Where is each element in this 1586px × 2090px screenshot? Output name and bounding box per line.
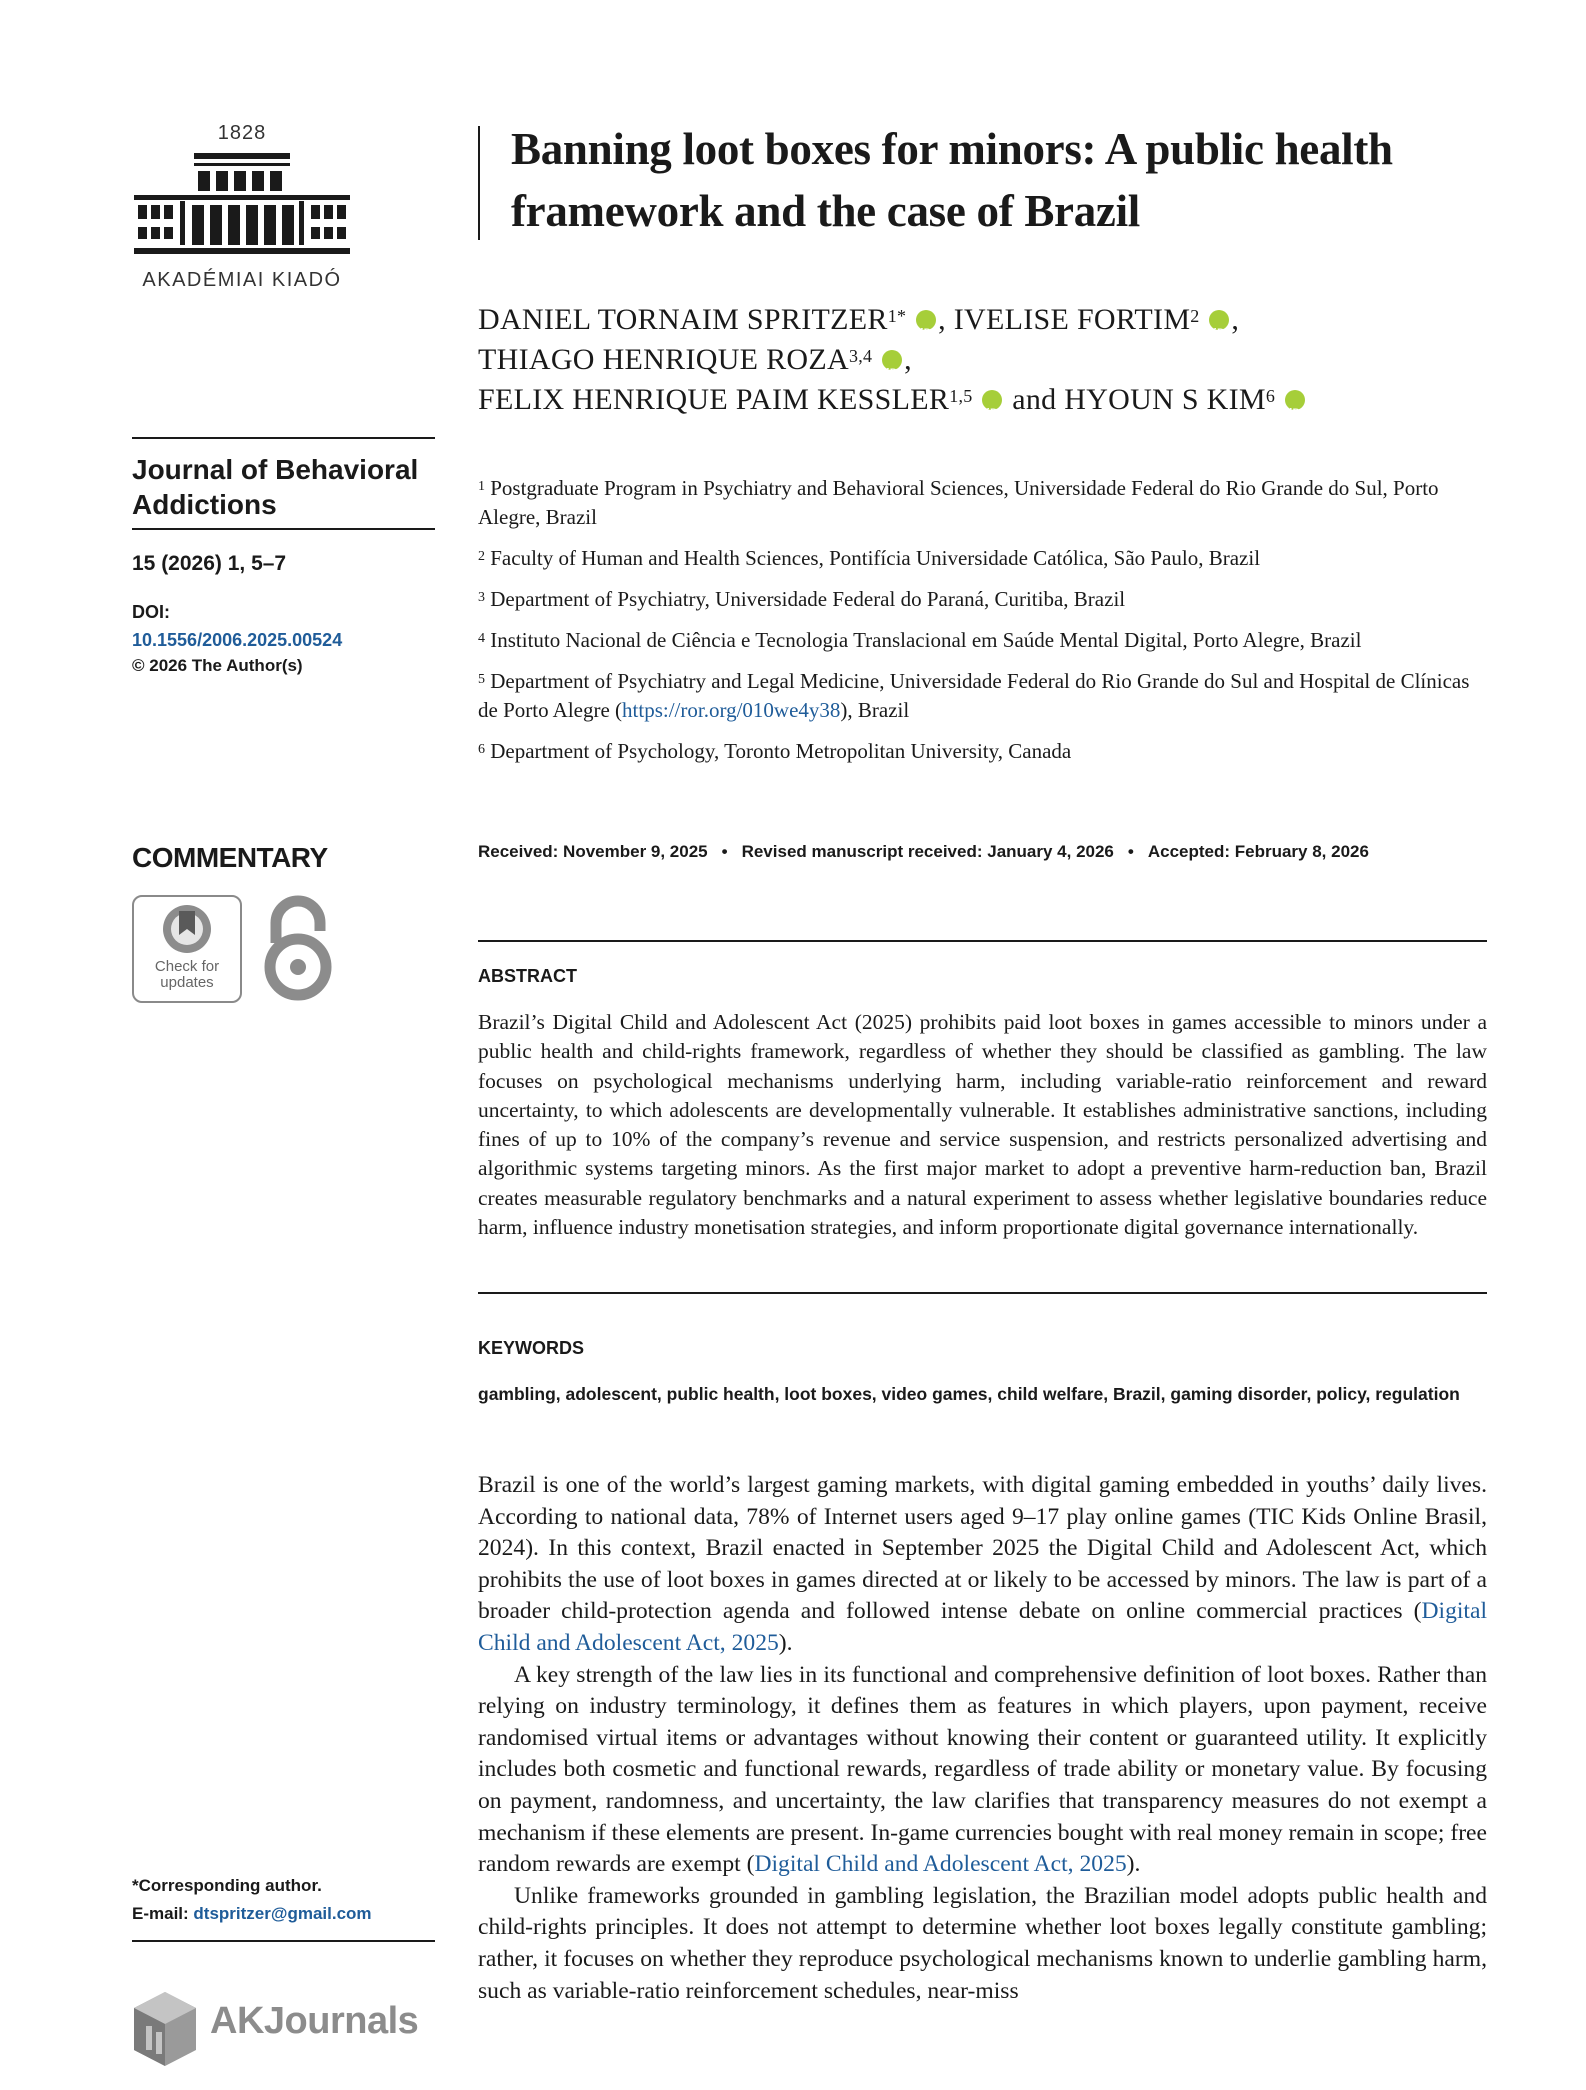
- body-paragraph: [478, 1470, 1487, 1660]
- orcid-icon[interactable]: [982, 390, 1002, 410]
- author-name: HYOUN S KIM: [1064, 383, 1266, 416]
- affiliation-text: Department of Psychiatry, Universidade Federal do Paraná, Curitiba, Brazil: [490, 587, 1126, 611]
- author-name: IVELISE FORTIM: [953, 303, 1191, 336]
- affiliation-number: 3: [478, 590, 485, 605]
- affiliation-list: [478, 474, 1488, 778]
- affiliation: [478, 474, 1488, 532]
- affiliation: [478, 667, 1488, 725]
- doi-label: DOI:: [132, 602, 170, 622]
- author-name: THIAGO HENRIQUE ROZA: [478, 343, 849, 376]
- affiliation-text: Instituto Nacional de Ciência e Tecnologia Translacional em Saúde Mental Digital, Porto Alegre, Brazil: [490, 628, 1362, 652]
- publisher-logo: [132, 122, 352, 292]
- paragraph-text: A key strength of the law lies in its functional and comprehensive definition of loot boxes. Rather than relying on industry terminology, it defines them as features in which players, upon payment, receive randomised virtual items or advantages without knowing their content or guaranteed utility. It explicitly includes both cosmetic and functional rewards, regardless of trade ability or monetary value. By focusing on payment, randomness, and uncertainty, the law clarifies that transparency measures do not exempt a mechanism if these elements are present. In-game currencies bought with real money remain in scope; free random rewards are exempt (: [478, 1661, 1487, 1878]
- affiliation: [478, 544, 1488, 573]
- article-dates: [478, 842, 1369, 862]
- article-title: Banning loot boxes for minors: A public health framework and the case of Brazil: [511, 124, 1393, 236]
- paragraph-text: ).: [778, 1629, 793, 1656]
- ror-link[interactable]: https://ror.org/010we4y38: [622, 698, 841, 722]
- orcid-icon[interactable]: [1209, 310, 1229, 330]
- academy-building-icon: [132, 151, 352, 261]
- copyright: © 2026 The Author(s): [132, 656, 303, 675]
- affiliation: [478, 585, 1488, 614]
- revised-date: Revised manuscript received: January 4, 2026: [741, 842, 1114, 861]
- check-updates-line1: Check for: [154, 958, 220, 975]
- affiliation: [478, 626, 1488, 655]
- and-conjunction: and: [1012, 383, 1057, 416]
- sidebar-divider: [132, 437, 435, 439]
- body-paragraph: [478, 1660, 1487, 1881]
- accepted-date: Accepted: February 8, 2026: [1147, 842, 1369, 861]
- affiliation: [478, 737, 1488, 766]
- affiliation-number: 4: [478, 631, 485, 646]
- citation-link[interactable]: Digital Child and Adolescent Act, 2025: [754, 1851, 1127, 1878]
- article-type: COMMENTARY: [132, 842, 328, 873]
- affiliation-text: Faculty of Human and Health Sciences, Pontifícia Universidade Católica, São Paulo, Brazil: [490, 546, 1261, 570]
- author-name: DANIEL TORNAIM SPRITZER: [478, 303, 888, 336]
- date-separator: •: [1127, 842, 1134, 861]
- affiliation-text: Postgraduate Program in Psychiatry and Behavioral Sciences, Universidade Federal do Rio Grande do Sul, Porto Alegre, Brazil: [478, 476, 1439, 529]
- akjournals-brand[interactable]: AKJournals: [210, 2000, 419, 2042]
- affiliation-number: 5: [478, 672, 485, 687]
- sidebar-divider: [132, 1940, 435, 1942]
- orcid-icon[interactable]: [1285, 390, 1305, 410]
- received-date: Received: November 9, 2025: [478, 842, 708, 861]
- affiliation-text: ), Brazil: [840, 698, 910, 722]
- corresponding-author-label: *Corresponding author.: [132, 1876, 322, 1895]
- abstract-text: Brazil’s Digital Child and Adolescent Act (2025) prohibits paid loot boxes in games accessible to minors under a public health and child-rights framework, regardless of whether they should be classified as gambling. The law focuses on psychological mechanisms underlying harm, including variable-ratio reinforcement and reward uncertainty, to which adolescents are developmentally vulnerable. It establishes administrative sanctions, including fines of up to 10% of the company’s revenue and service suspension, and restricts personalized advertising and algorithmic systems targeting minors. As the first major market to adopt a preventive harm-reduction ban, Brazil creates measurable regulatory benchmarks and a natural experiment to assess whether legislative boundaries reduce harm, influence industry monetisation strategies, and inform proportionate digital governance internationally.: [478, 1010, 1487, 1240]
- email-link[interactable]: dtspritzer@gmail.com: [193, 1904, 372, 1923]
- journal-name[interactable]: Journal of Behavioral Addictions: [132, 454, 419, 520]
- paragraph-text: Unlike frameworks grounded in gambling legislation, the Brazilian model adopts public health and child-rights principles. It does not attempt to determine whether loot boxes legally constitute gambling; rather, it focuses on whether they reproduce psychological mechanisms known to underlie gambling harm, such as variable-ratio reinforcement schedules, near-miss: [478, 1882, 1487, 2004]
- paragraph-text: ).: [1126, 1851, 1141, 1878]
- abstract-heading: ABSTRACT: [478, 966, 577, 986]
- doi-link[interactable]: 10.1556/2006.2025.00524: [132, 630, 343, 650]
- affiliation-text: Department of Psychiatry and Legal Medicine, Universidade Federal do Rio Grande do Sul and Hospital de Clínicas de Porto Alegre (: [478, 669, 1470, 722]
- author-list: DANIEL TORNAIM $SPRITZER^{1*}$ iD , IVELISE FORTIM$^2$ iD , THIAGO HENRIQUE ROZA$^{3,4}$ iD , FELIX HENRIQUE PAIM KESSLER$^{1,5}$ iD and HYOUN S KIM$^6$ iD: [478, 300, 1488, 420]
- email-label: E-mail:: [132, 1904, 189, 1923]
- abstract-bottom-rule: [478, 1292, 1487, 1294]
- publisher-year: 1828: [217, 122, 267, 144]
- body-paragraph: [478, 1881, 1487, 2007]
- date-separator: •: [721, 842, 728, 861]
- open-access-icon: [262, 893, 334, 1003]
- orcid-icon[interactable]: [916, 310, 936, 330]
- affiliation-text: Department of Psychology, Toronto Metropolitan University, Canada: [490, 739, 1072, 763]
- publisher-name: AKADÉMIAI KIADÓ: [142, 269, 342, 291]
- check-for-updates-badge[interactable]: [132, 895, 242, 1003]
- author-affiliation-mark: 1,5: [949, 386, 973, 406]
- author-name: FELIX HENRIQUE PAIM KESSLER: [478, 383, 950, 416]
- email-row: [132, 1904, 372, 1924]
- paragraph-text: Brazil is one of the world’s largest gaming markets, with digital gaming embedded in youths’ daily lives. According to national data, 78% of Internet users aged 9–17 play online games (TIC Kids Online Brasil, 2024). In this context, Brazil enacted in September 2025 the Digital Child and Adolescent Act, which prohibits the use of loot boxes in games directed at or likely to be accessed by minors. The law is part of a broader child-protection agenda and followed intense debate on online commercial practices (: [478, 1472, 1487, 1625]
- keywords-heading: KEYWORDS: [478, 1338, 585, 1358]
- citation-link[interactable]: Digital Child and Adolescent Act, 2025: [478, 1598, 1487, 1656]
- author-affiliation-mark: 3,4: [848, 346, 873, 366]
- author-affiliation-mark: 2: [1190, 306, 1200, 326]
- abstract-top-rule: [478, 940, 1487, 942]
- affiliation-number: 6: [478, 742, 485, 757]
- orcid-icon[interactable]: [882, 350, 902, 370]
- title-accent-bar: [478, 126, 480, 240]
- author-affiliation-mark: 6: [1265, 386, 1276, 406]
- body-text: [478, 1470, 1487, 2007]
- bookmark-circle-icon: [157, 901, 217, 957]
- affiliation-number: 2: [478, 549, 485, 564]
- affiliation-number: 1: [478, 479, 485, 494]
- check-updates-line2: updates: [160, 974, 214, 991]
- akjournals-logo-icon: [132, 1990, 198, 2068]
- sidebar-divider: [132, 528, 435, 530]
- journal-citation: 15 (2026) 1, 5–7: [132, 552, 287, 575]
- keywords-text: gambling, adolescent, public health, loot boxes, video games, child welfare, Brazil, gaming disorder, policy, regulation: [478, 1384, 1460, 1404]
- author-affiliation-mark: 1*: [887, 306, 907, 326]
